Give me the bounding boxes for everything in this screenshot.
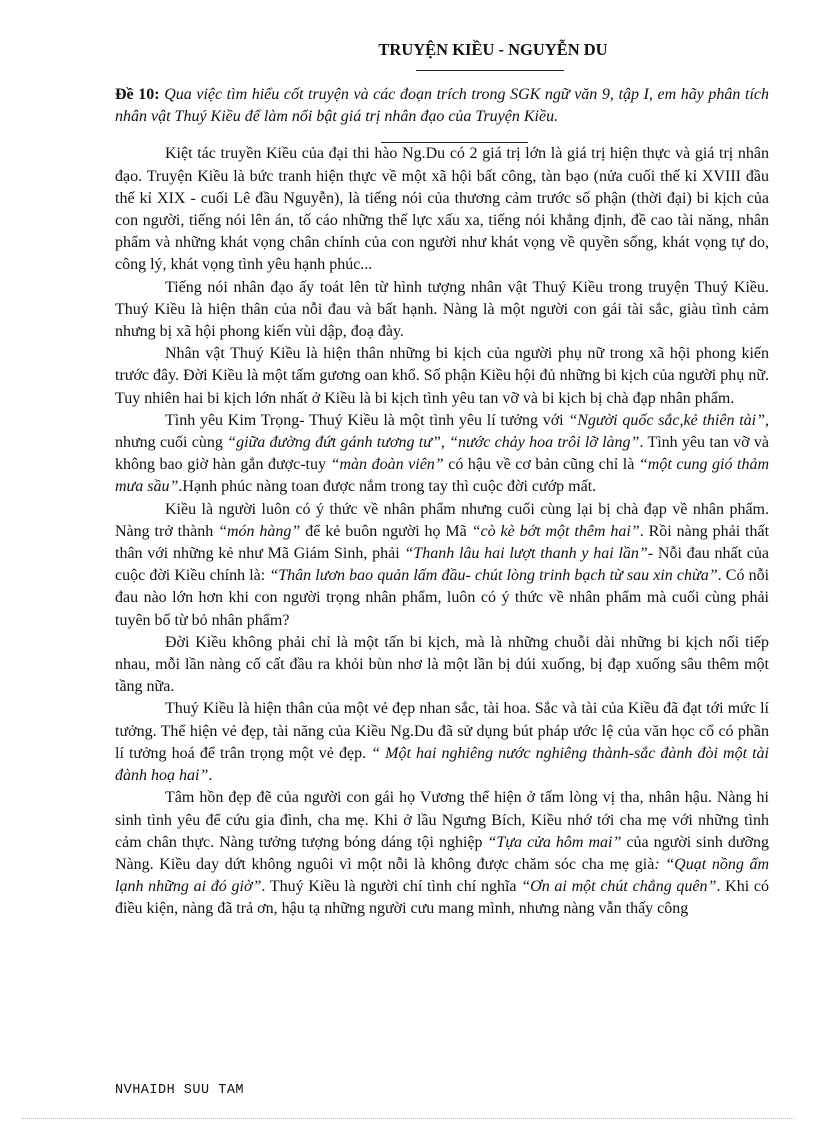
essay-paragraph — [115, 499, 769, 632]
quoted-verse: “Tựa cửa hôm mai” — [487, 833, 622, 851]
paragraph-text: Đời Kiều không phải chỉ là một tấn bi kịch, mà là những chuỗi dài những bi kịch nối tiếp nhau, mỗi lần nàng cố cất đầu ra khỏi bùn nhơ là một lần bị dúi xuống, bị đạp xuống sâu thêm một tầng nữa. — [115, 633, 769, 696]
quoted-verse: “ Một hai nghiêng nước nghiêng thành-sắc đành đòi một tài đành hoạ hai” — [115, 744, 769, 785]
quoted-verse: : “Quạt nồng ấm lạnh những ai đó giờ” — [115, 855, 769, 896]
quoted-verse: “cò kè bớt một thêm hai” — [471, 522, 640, 540]
title-underline — [416, 70, 564, 71]
quoted-verse: “Thân lươn bao quản lấm đầu- chút lòng trinh bạch từ sau xin chừa” — [269, 567, 718, 585]
quoted-verse: “một cung gió thảm mưa sầu” — [115, 456, 770, 496]
essay-paragraph — [115, 787, 769, 920]
quoted-verse: “Thanh lâu hai lượt thanh y hai lần” — [404, 545, 648, 563]
essay-paragraph — [115, 698, 769, 787]
paragraph-text: , nhưng cuối cùng — [115, 411, 769, 452]
document-body — [115, 84, 769, 921]
paragraph-text: Nhân vật Thuý Kiều là hiện thân những bi kịch của người phụ nữ trong xã hội phong kiến trước đây. Đời Kiều là một tấm gương oan khổ. Số phận Kiều hội đủ những bi kịch của người phụ nữ. Tuy nhiên hai bi kịch lớn nhất ở Kiều là bi kịch tình yêu tan vỡ và bi kịch bị chà đạp nhân phẩm. — [115, 345, 769, 407]
question-text: Qua việc tìm hiểu cốt truyện và các đoạn trích trong SGK ngữ văn 9, tập I, em hãy phân tích nhân vật Thuý Kiều để làm nổi bật giá trị nhân đạo của Truyện Kiều. — [115, 86, 770, 126]
paragraph-text: để kẻ buôn người họ Mã — [300, 522, 472, 540]
essay-paragraph — [115, 343, 769, 410]
quoted-verse: “Người quốc sắc,kẻ thiên tài” — [568, 411, 765, 429]
paragraph-text: , — [440, 434, 450, 452]
question-label: Đề 10: — [115, 86, 160, 103]
paragraph-text: . Có nỗi đau nào lớn hơn khi con người trọng nhân phẩm, luôn có ý thức về nhân phẩm mà cuối cùng phải tuyên bố từ bỏ nhân phẩm? — [115, 567, 770, 629]
paragraph-text: .Hạnh phúc nàng toan được nắm trong tay thì cuộc đời cướp mất. — [178, 478, 597, 496]
essay-paragraph — [115, 632, 769, 699]
quoted-verse: “nước chảy hoa trôi lỡ làng” — [449, 434, 640, 452]
paragraph-text: . — [208, 767, 213, 785]
essay-paragraph — [115, 143, 769, 276]
essay-paragraph — [115, 410, 769, 499]
page-bottom-dotted-line — [22, 1118, 794, 1119]
section-divider — [381, 142, 528, 143]
paragraph-text: của người sinh dưỡng Nàng. Kiều day dứt không nguôi vì một nỗi là không được chăm sóc cha mẹ già — [115, 833, 770, 873]
footer-credit: NVHAIDH SUU TAM — [115, 1083, 245, 1098]
essay-paragraphs — [115, 143, 769, 920]
quoted-verse: “giữa đường đứt gánh tương tư” — [227, 434, 441, 452]
paragraph-text: có hậu về cơ bản cũng chỉ là — [443, 456, 639, 474]
paragraph-text: Kiệt tác truyền Kiều của đại thi hào Ng.Du có 2 giá trị lớn là giá trị hiện thực và giá trị nhân đạo. Truyện Kiều là bức tranh hiện thực về một xã hội bất công, tàn bạo (nửa cuối thế kỉ XVIII đầu thế kỉ XIX - cuối Lê đầu Nguyễn), là tiếng nói của thương cảm trước số phận (thời đại) bi kịch của con người, tiếng nói lên án, tố cáo những thế lực xấu xa, tiếng nói khẳng định, đề cao tài năng, nhân phẩm và những khát vọng chân chính của con người như khát vọng về quyền sống, khát vọng tự do, công lý, khát vọng tình yêu hạnh phúc... — [115, 145, 769, 274]
page-title: TRUYỆN KIỀU - NGUYỄN DU — [378, 40, 608, 59]
paragraph-text: . Rồi nàng phải thất thân với những kẻ như Mã Giám Sinh, phải — [115, 522, 770, 563]
paragraph-text: . Tình yêu tan vỡ và không bao giờ hàn gắn được-tuy — [115, 434, 769, 474]
paragraph-text: . Thuý Kiều là người chí tình chí nghĩa — [261, 878, 522, 896]
paragraph-text: . Khi có điều kiện, nàng đã trả ơn, hậu tạ những người cưu mang mình, nhưng nàng vẫn thấy công — [115, 878, 769, 918]
paragraph-text: Tâm hồn đẹp đẽ của người con gái họ Vương thể hiện ở tấm lòng vị tha, nhân hậu. Nàng hi sinh tình yêu để cứu gia đình, cha mẹ. Khi ở lầu Ngưng Bích, Kiều nhớ tới cha mẹ với những tình cảm chân thực. Nàng tưởng tượng bóng dáng tội nghiệp — [115, 789, 769, 851]
quoted-verse: “Ơn ai một chút chẳng quên” — [521, 878, 717, 896]
question-prompt — [115, 84, 769, 128]
paragraph-text: Tiếng nói nhân đạo ấy toát lên từ hình tượng nhân vật Thuý Kiều trong truyện Thuý Kiều. Thuý Kiều là hiện thân của nỗi đau và bất hạnh. Nàng là một người con gái tài sắc, giàu tình cảm nhưng bị xã hội phong kiến vùi dập, đoạ đày. — [115, 278, 769, 341]
quoted-verse: “màn đoàn viên” — [330, 456, 444, 474]
paragraph-text: Kiều là người luôn có ý thức về nhân phẩm nhưng cuối cùng lại bị chà đạp về nhân phẩm. Nàng trở thành — [115, 500, 769, 540]
quoted-verse: “món hàng” — [218, 522, 301, 540]
paragraph-text: - Nỗi đau nhất của cuộc đời Kiều chính là: — [115, 545, 769, 585]
essay-paragraph — [115, 277, 769, 344]
paragraph-text: Tình yêu Kim Trọng- Thuý Kiều là một tình yêu lí tưởng với — [165, 411, 569, 429]
paragraph-text: Thuý Kiều là hiện thân của một vẻ đẹp nhan sắc, tài hoa. Sắc và tài của Kiều đã đạt tới mức lí tưởng. Thể hiện vẻ đẹp, tài năng của Kiều Ng.Du đã sử dụng bút pháp ước lệ của văn học cổ có phần lí tưởng hoá để trân trọng một vẻ đẹp. — [115, 700, 769, 762]
